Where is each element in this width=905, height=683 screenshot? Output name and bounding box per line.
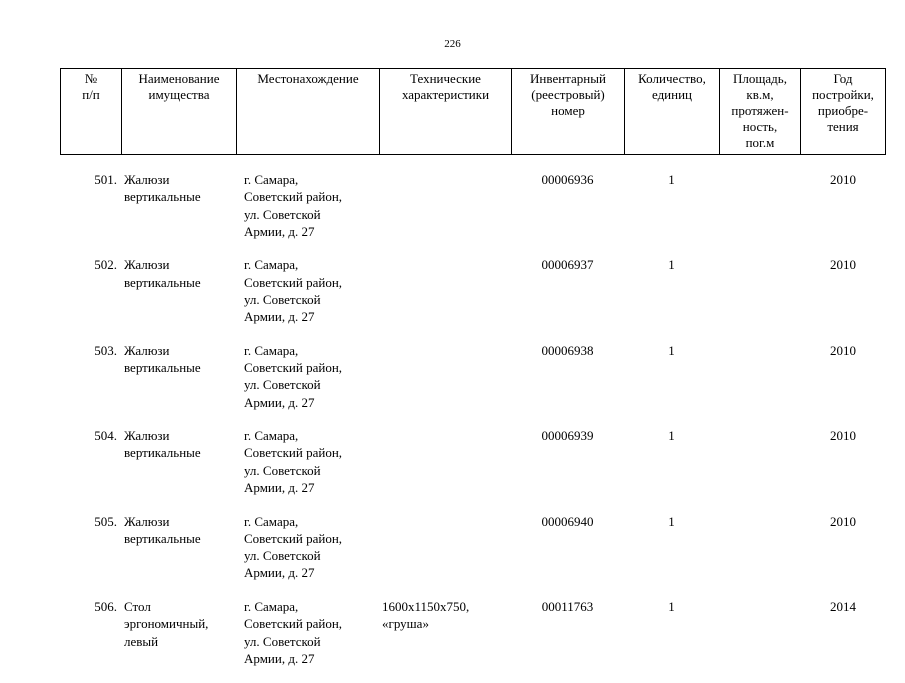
header-name: Наименование имущества [121, 69, 236, 154]
row-location: г. Самара, Советский район, ул. Советской Армии, д. 27 [244, 342, 343, 410]
row-area [719, 342, 800, 411]
page-number: 226 [444, 38, 461, 50]
row-location: г. Самара, Советский район, ул. Советской Армии, д. 27 [244, 257, 343, 325]
row-quantity: 1 [668, 513, 675, 529]
property-table [60, 68, 886, 683]
table-row [60, 256, 886, 325]
row-year: 2010 [830, 257, 856, 273]
row-year: 2010 [830, 428, 856, 444]
row-inventory: 00006936 [541, 172, 594, 187]
table-row [60, 598, 886, 667]
row-name: Жалюзи вертикальные [124, 513, 201, 546]
row-quantity: 1 [668, 598, 675, 614]
row-area [719, 427, 800, 496]
row-num: 501. [94, 172, 117, 187]
row-quantity: 1 [668, 172, 675, 187]
row-year: 2014 [830, 598, 856, 614]
header-year: Год постройки, приобре- тения [800, 69, 886, 154]
row-inventory: 00006937 [541, 257, 594, 273]
row-tech [379, 427, 511, 496]
row-area [719, 171, 800, 240]
row-tech [379, 342, 511, 411]
row-inventory: 00011763 [541, 598, 594, 614]
row-num: 502. [94, 257, 117, 273]
table-row [60, 342, 886, 411]
row-tech [379, 513, 511, 582]
header-area: Площадь, кв.м, протяжен- ность, пог.м [719, 69, 800, 154]
row-quantity: 1 [668, 257, 675, 273]
row-quantity: 1 [668, 428, 675, 444]
row-area [719, 598, 800, 667]
row-tech: 1600х1150х750, «груша» [382, 598, 470, 632]
row-location: г. Самара, Советский район, ул. Советской Армии, д. 27 [244, 598, 343, 666]
row-inventory: 00006940 [541, 513, 594, 529]
row-name: Жалюзи вертикальные [124, 172, 201, 205]
row-num: 506. [94, 598, 117, 614]
row-name: Жалюзи вертикальные [124, 428, 201, 461]
header-inventory: Инвентарный (реестровый) номер [511, 69, 624, 154]
row-name: Стол эргономичный, левый [124, 598, 209, 649]
header-location: Местонахождение [236, 69, 379, 154]
row-inventory: 00006938 [541, 342, 594, 358]
row-num: 504. [94, 428, 117, 444]
header-tech: Технические характеристики [379, 69, 511, 154]
table-row [60, 513, 886, 582]
row-tech [379, 171, 511, 240]
row-inventory: 00006939 [541, 428, 594, 444]
row-name: Жалюзи вертикальные [124, 342, 201, 376]
header-quantity: Количество, единиц [624, 69, 719, 154]
row-location: г. Самара, Советский район, ул. Советской Армии, д. 27 [244, 428, 343, 496]
table-header [60, 68, 886, 155]
table-body [60, 155, 886, 683]
row-tech [379, 256, 511, 325]
row-location: г. Самара, Советский район, ул. Советской Армии, д. 27 [244, 172, 343, 239]
table-row [60, 427, 886, 496]
row-year: 2010 [830, 513, 856, 529]
row-location: г. Самара, Советский район, ул. Советской Армии, д. 27 [244, 513, 343, 581]
row-num: 503. [94, 342, 117, 358]
row-name: Жалюзи вертикальные [124, 257, 201, 290]
row-year: 2010 [830, 342, 856, 358]
row-year: 2010 [830, 172, 856, 187]
table-row [60, 171, 886, 240]
row-num: 505. [94, 513, 117, 529]
row-area [719, 513, 800, 582]
row-area [719, 256, 800, 325]
row-quantity: 1 [668, 342, 675, 358]
header-num: № п/п [60, 69, 121, 154]
